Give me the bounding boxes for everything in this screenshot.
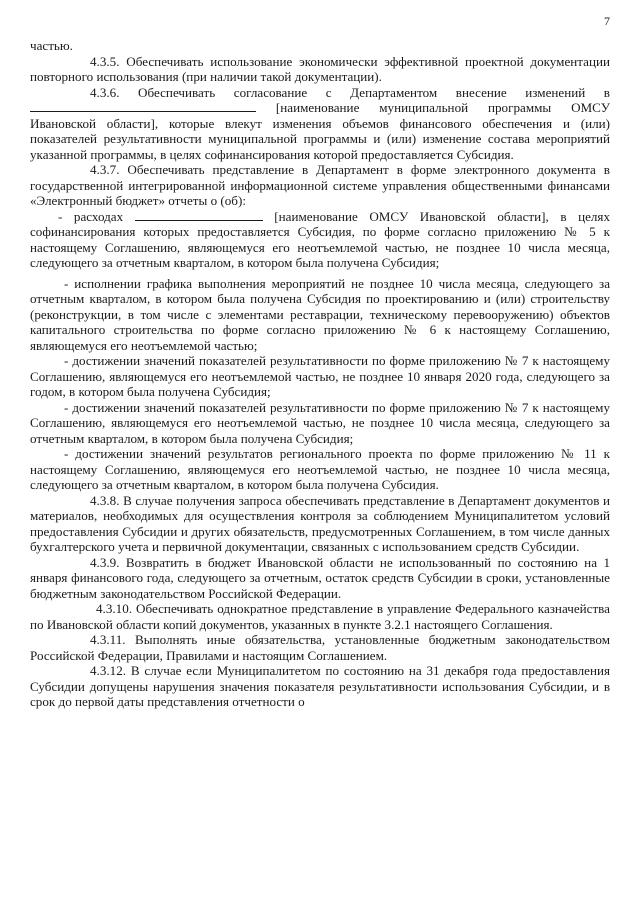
fill-in-blank-line	[30, 100, 256, 112]
clause-4-3-6-body: [наименование муниципальной программы ОМСУ Ивановской области], которые влекут изменения объемов финансового обеспечения и (или) показателей результативности муниципальной программы и (или) изменение состава мероприятий указанной программы, в целях софинансирования которой предоставляется Субсидия.	[30, 100, 611, 162]
clause-4-3-6-intro: 4.3.6. Обеспечивать согласование с Департаментом внесение изменений в	[90, 84, 610, 100]
paragraph-continuation: частью.	[30, 38, 73, 53]
report-item-expenses-lead: - расходах	[58, 208, 124, 224]
document-body	[30, 38, 610, 710]
clause-4-3-9: 4.3.9. Возвратить в бюджет Ивановской области не использованный по состоянию на 1 января финансового года, следующего за отчетным, остаток средств Субсидии в сроки, установленные бюджетным законодательством Российской Федерации.	[30, 554, 610, 601]
clause-4-3-10: 4.3.10. Обеспечивать однократное представление в управление Федерального казначейства по Ивановской области копий документов, указанных в пункте 3.2.1 настоящего Соглашения.	[30, 601, 610, 632]
clause-4-3-6	[30, 85, 610, 163]
fill-in-blank-line	[135, 209, 263, 221]
report-item-regional-project: - достижении значений результатов регионального проекта по форме приложению № 11 к настоящему Соглашению, являющемуся его неотъемлемой частью, не позднее 10 числа месяца, следующего за отчетным кварталом, в котором была получена Субсидия.	[30, 446, 610, 492]
report-item-indicators-quarterly: - достижении значений показателей результативности по форме приложению № 7 к настоящему Соглашению, являющемуся его неотъемлемой частью, не позднее 10 числа месяца, следующего за отчетным кварталом, в котором была получена Субсидия;	[30, 399, 610, 446]
report-item-expenses-body: [наименование ОМСУ Ивановской области], в целях софинансирования которых предоставляется Субсидия, по форме согласно приложению № 5 к настоящему Соглашению, являющемуся его неотъемлемой частью, не позднее 10 числа месяца, следующего за отчетным кварталом, в котором была получена Субсидия;	[30, 208, 610, 270]
clause-4-3-8: 4.3.8. В случае получения запроса обеспечивать представление в Департамент документов и материалов, необходимых для осуществления контроля за соблюдением Муниципалитетом условий предоставления Субсидии и других обязательств, предусмотренных Соглашением, в том числе данных бухгалтерского учета и первичной документации, связанных с использованием средств Субсидии.	[30, 492, 610, 554]
page-number: 7	[604, 14, 610, 28]
report-item-schedule: - исполнении графика выполнения мероприятий не позднее 10 числа месяца, следующего за отчетным кварталом, в котором была получена Субсидия по проектированию и (или) строительству (реконструкции, в том числе с элементами реставрации, техническому перевооружению) объектов капитального строительства по форме согласно приложению № 6 к настоящему Соглашению, являющемуся его неотъемлемой частью;	[30, 275, 610, 353]
clause-4-3-7: 4.3.7. Обеспечивать представление в Департамент в форме электронного документа в государственной интегрированной информационной системе управления общественными финансами «Электронный бюджет» отчеты о (об):	[30, 162, 610, 208]
clause-4-3-5: 4.3.5. Обеспечивать использование экономически эффективной проектной документации повторного использования (при наличии такой документации).	[30, 53, 610, 84]
report-item-indicators-annual: - достижении значений показателей результативности по форме приложению № 7 к настоящему Соглашению, являющемуся его неотъемлемой частью, не позднее 10 января 2020 года, следующего за годом, в котором была получена Субсидия;	[30, 353, 610, 399]
report-item-expenses	[30, 209, 610, 271]
clause-4-3-12: 4.3.12. В случае если Муниципалитетом по состоянию на 31 декабря года предоставления Субсидии допущены нарушения значения показателя результативности использования Субсидии, и в срок до первой даты представления отчетности о	[30, 663, 610, 709]
clause-4-3-11: 4.3.11. Выполнять иные обязательства, установленные бюджетным законодательством Российской Федерации, Правилами и настоящим Соглашением.	[30, 632, 610, 663]
